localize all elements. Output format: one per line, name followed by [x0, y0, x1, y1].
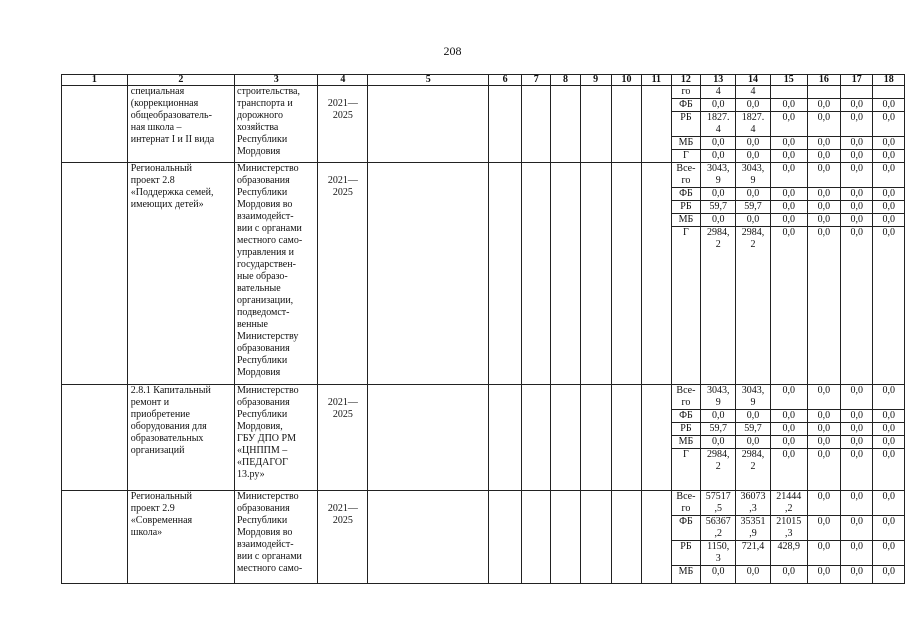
amount-cell: 1827. 4	[736, 112, 771, 137]
empty-cell	[551, 491, 580, 584]
amount-cell	[770, 86, 807, 99]
amount-cell: 0,0	[736, 99, 771, 112]
amount-cell: 59,7	[701, 201, 736, 214]
amount-cell: 3043, 9	[736, 385, 771, 410]
funding-source: ФБ	[671, 99, 701, 112]
period: 2021— 2025	[318, 491, 368, 584]
amount-cell: 4	[736, 86, 771, 99]
amount-cell: 0,0	[873, 491, 905, 516]
col1-cell	[62, 163, 128, 385]
amount-cell: 0,0	[770, 99, 807, 112]
amount-cell: 1827. 4	[701, 112, 736, 137]
amount-cell: 0,0	[873, 214, 905, 227]
amount-cell: 0,0	[736, 566, 771, 584]
amount-cell: 0,0	[873, 188, 905, 201]
page-number: 208	[443, 44, 462, 58]
funding-source: РБ	[671, 201, 701, 214]
amount-cell: 59,7	[736, 423, 771, 436]
funding-source: РБ	[671, 112, 701, 137]
amount-cell: 0,0	[873, 112, 905, 137]
funding-source: РБ	[671, 541, 701, 566]
amount-cell: 0,0	[841, 163, 873, 188]
column-header: 12	[671, 75, 701, 86]
amount-cell: 0,0	[873, 163, 905, 188]
amount-cell: 0,0	[701, 99, 736, 112]
empty-cell	[368, 491, 489, 584]
amount-cell: 3043, 9	[701, 385, 736, 410]
executor: строительства, транспорта и дорожного хозяйства Республики Мордовия	[235, 86, 318, 163]
amount-cell: 0,0	[807, 99, 840, 112]
amount-cell: 0,0	[841, 112, 873, 137]
empty-cell	[489, 163, 522, 385]
item-name: Региональный проект 2.9 «Современная школа»	[127, 491, 234, 584]
amount-cell: 0,0	[841, 410, 873, 423]
item-name: специальная (коррекционная общеобразователь- ная школа – интернат I и II вида	[127, 86, 234, 163]
funding-source: Г	[671, 150, 701, 163]
table-row	[62, 491, 905, 516]
funding-source: МБ	[671, 137, 701, 150]
period: 2021— 2025	[318, 385, 368, 491]
amount-cell: 0,0	[807, 201, 840, 214]
amount-cell: 0,0	[770, 449, 807, 491]
amount-cell: 0,0	[841, 99, 873, 112]
empty-cell	[642, 385, 671, 491]
empty-cell	[368, 86, 489, 163]
amount-cell: 0,0	[770, 163, 807, 188]
amount-cell: 35351 ,9	[736, 516, 771, 541]
executor: Министерство образования Республики Мордовия во взаимодейст- вии с органами местного само-	[235, 491, 318, 584]
column-header: 15	[770, 75, 807, 86]
empty-cell	[580, 491, 611, 584]
amount-cell: 57517 ,5	[701, 491, 736, 516]
executor: Министерство образования Республики Мордовия во взаимодейст- вии с органами местного само- управления и государствен- ные образо- вательные организации, подведомст- венные Министерству образования Республики Мордовия	[235, 163, 318, 385]
amount-cell: 0,0	[873, 201, 905, 214]
item-name: 2.8.1 Капитальный ремонт и приобретение оборудования для образовательных организаций	[127, 385, 234, 491]
amount-cell: 0,0	[807, 566, 840, 584]
column-header: 8	[551, 75, 580, 86]
amount-cell: 21015 ,3	[770, 516, 807, 541]
amount-cell: 0,0	[873, 227, 905, 385]
column-header: 16	[807, 75, 840, 86]
amount-cell: 0,0	[841, 541, 873, 566]
amount-cell: 0,0	[736, 188, 771, 201]
funding-source: ФБ	[671, 410, 701, 423]
amount-cell: 0,0	[770, 201, 807, 214]
amount-cell: 0,0	[841, 227, 873, 385]
funding-source: МБ	[671, 214, 701, 227]
column-header: 10	[611, 75, 641, 86]
amount-cell: 0,0	[841, 214, 873, 227]
column-header: 17	[841, 75, 873, 86]
amount-cell: 0,0	[841, 188, 873, 201]
empty-cell	[611, 385, 641, 491]
amount-cell: 0,0	[701, 214, 736, 227]
empty-cell	[580, 163, 611, 385]
funding-source: ФБ	[671, 188, 701, 201]
amount-cell: 0,0	[841, 449, 873, 491]
amount-cell: 0,0	[873, 516, 905, 541]
amount-cell: 0,0	[736, 214, 771, 227]
amount-cell: 59,7	[736, 201, 771, 214]
empty-cell	[642, 491, 671, 584]
amount-cell: 0,0	[841, 423, 873, 436]
amount-cell: 0,0	[873, 385, 905, 410]
column-header: 1	[62, 75, 128, 86]
column-header: 3	[235, 75, 318, 86]
column-header: 4	[318, 75, 368, 86]
amount-cell: 0,0	[770, 566, 807, 584]
amount-cell: 0,0	[807, 385, 840, 410]
empty-cell	[368, 163, 489, 385]
empty-cell	[368, 385, 489, 491]
amount-cell: 0,0	[807, 163, 840, 188]
amount-cell: 0,0	[841, 385, 873, 410]
amount-cell: 0,0	[701, 150, 736, 163]
amount-cell: 2984, 2	[736, 449, 771, 491]
amount-cell: 0,0	[873, 541, 905, 566]
period: 2021— 2025	[318, 86, 368, 163]
amount-cell: 59,7	[701, 423, 736, 436]
amount-cell: 0,0	[701, 566, 736, 584]
amount-cell: 0,0	[807, 214, 840, 227]
column-header: 14	[736, 75, 771, 86]
period: 2021— 2025	[318, 163, 368, 385]
amount-cell: 0,0	[873, 410, 905, 423]
empty-cell	[642, 86, 671, 163]
amount-cell: 0,0	[841, 201, 873, 214]
header-row	[62, 75, 905, 86]
amount-cell: 0,0	[841, 150, 873, 163]
funding-source: РБ	[671, 423, 701, 436]
amount-cell: 0,0	[873, 566, 905, 584]
amount-cell: 3043, 9	[701, 163, 736, 188]
empty-cell	[580, 86, 611, 163]
amount-cell: 0,0	[841, 436, 873, 449]
amount-cell: 0,0	[770, 436, 807, 449]
empty-cell	[522, 385, 551, 491]
column-header: 18	[873, 75, 905, 86]
amount-cell: 0,0	[873, 150, 905, 163]
amount-cell	[807, 86, 840, 99]
funding-source: Все- го	[671, 163, 701, 188]
amount-cell: 3043, 9	[736, 163, 771, 188]
budget-table	[61, 74, 905, 584]
amount-cell: 0,0	[701, 436, 736, 449]
amount-cell: 0,0	[873, 423, 905, 436]
funding-source: Г	[671, 227, 701, 385]
amount-cell	[873, 86, 905, 99]
funding-source: Г	[671, 449, 701, 491]
amount-cell: 0,0	[841, 137, 873, 150]
amount-cell: 0,0	[807, 436, 840, 449]
amount-cell: 0,0	[770, 214, 807, 227]
amount-cell: 0,0	[736, 150, 771, 163]
amount-cell: 0,0	[770, 112, 807, 137]
empty-cell	[580, 385, 611, 491]
amount-cell: 0,0	[873, 137, 905, 150]
funding-source: МБ	[671, 566, 701, 584]
amount-cell: 0,0	[807, 491, 840, 516]
amount-cell: 0,0	[873, 99, 905, 112]
funding-source: МБ	[671, 436, 701, 449]
amount-cell: 0,0	[770, 410, 807, 423]
empty-cell	[522, 163, 551, 385]
funding-source: Все- го	[671, 385, 701, 410]
item-name: Региональный проект 2.8 «Поддержка семей, имеющих детей»	[127, 163, 234, 385]
column-header: 6	[489, 75, 522, 86]
empty-cell	[489, 86, 522, 163]
empty-cell	[642, 163, 671, 385]
amount-cell: 0,0	[807, 150, 840, 163]
col1-cell	[62, 86, 128, 163]
amount-cell: 21444 ,2	[770, 491, 807, 516]
column-header: 13	[701, 75, 736, 86]
amount-cell: 0,0	[807, 227, 840, 385]
funding-source: ФБ	[671, 516, 701, 541]
column-header: 2	[127, 75, 234, 86]
empty-cell	[611, 491, 641, 584]
empty-cell	[551, 86, 580, 163]
table-row	[62, 163, 905, 188]
executor: Министерство образования Республики Мордовия, ГБУ ДПО РМ «ЦНППМ – «ПЕДАГОГ 13.ру»	[235, 385, 318, 491]
table-row	[62, 86, 905, 99]
amount-cell: 56367 ,2	[701, 516, 736, 541]
empty-cell	[551, 385, 580, 491]
amount-cell: 0,0	[770, 188, 807, 201]
amount-cell: 0,0	[841, 516, 873, 541]
amount-cell: 428,9	[770, 541, 807, 566]
column-header: 9	[580, 75, 611, 86]
col1-cell	[62, 385, 128, 491]
amount-cell: 4	[701, 86, 736, 99]
amount-cell: 0,0	[873, 449, 905, 491]
amount-cell: 0,0	[701, 410, 736, 423]
amount-cell: 2984, 2	[701, 227, 736, 385]
amount-cell: 36073 ,3	[736, 491, 771, 516]
table-row	[62, 385, 905, 410]
empty-cell	[489, 491, 522, 584]
empty-cell	[522, 86, 551, 163]
amount-cell: 0,0	[873, 436, 905, 449]
amount-cell: 0,0	[770, 150, 807, 163]
amount-cell: 0,0	[841, 491, 873, 516]
amount-cell: 0,0	[736, 436, 771, 449]
column-header: 5	[368, 75, 489, 86]
amount-cell: 721,4	[736, 541, 771, 566]
amount-cell: 0,0	[807, 137, 840, 150]
amount-cell: 0,0	[701, 188, 736, 201]
amount-cell: 0,0	[770, 423, 807, 436]
empty-cell	[611, 86, 641, 163]
amount-cell: 0,0	[770, 385, 807, 410]
amount-cell: 0,0	[770, 227, 807, 385]
col1-cell	[62, 491, 128, 584]
amount-cell: 0,0	[736, 410, 771, 423]
amount-cell: 0,0	[807, 516, 840, 541]
amount-cell: 0,0	[807, 541, 840, 566]
amount-cell: 0,0	[841, 566, 873, 584]
empty-cell	[611, 163, 641, 385]
empty-cell	[522, 491, 551, 584]
amount-cell: 0,0	[770, 137, 807, 150]
amount-cell: 0,0	[807, 423, 840, 436]
amount-cell: 0,0	[701, 137, 736, 150]
empty-cell	[551, 163, 580, 385]
column-header: 11	[642, 75, 671, 86]
column-header: 7	[522, 75, 551, 86]
amount-cell: 0,0	[807, 188, 840, 201]
amount-cell	[841, 86, 873, 99]
amount-cell: 0,0	[807, 410, 840, 423]
amount-cell: 0,0	[807, 112, 840, 137]
funding-source: Все- го	[671, 491, 701, 516]
amount-cell: 0,0	[807, 449, 840, 491]
funding-source: го	[671, 86, 701, 99]
amount-cell: 0,0	[736, 137, 771, 150]
amount-cell: 1150, 3	[701, 541, 736, 566]
empty-cell	[489, 385, 522, 491]
amount-cell: 2984, 2	[736, 227, 771, 385]
amount-cell: 2984, 2	[701, 449, 736, 491]
